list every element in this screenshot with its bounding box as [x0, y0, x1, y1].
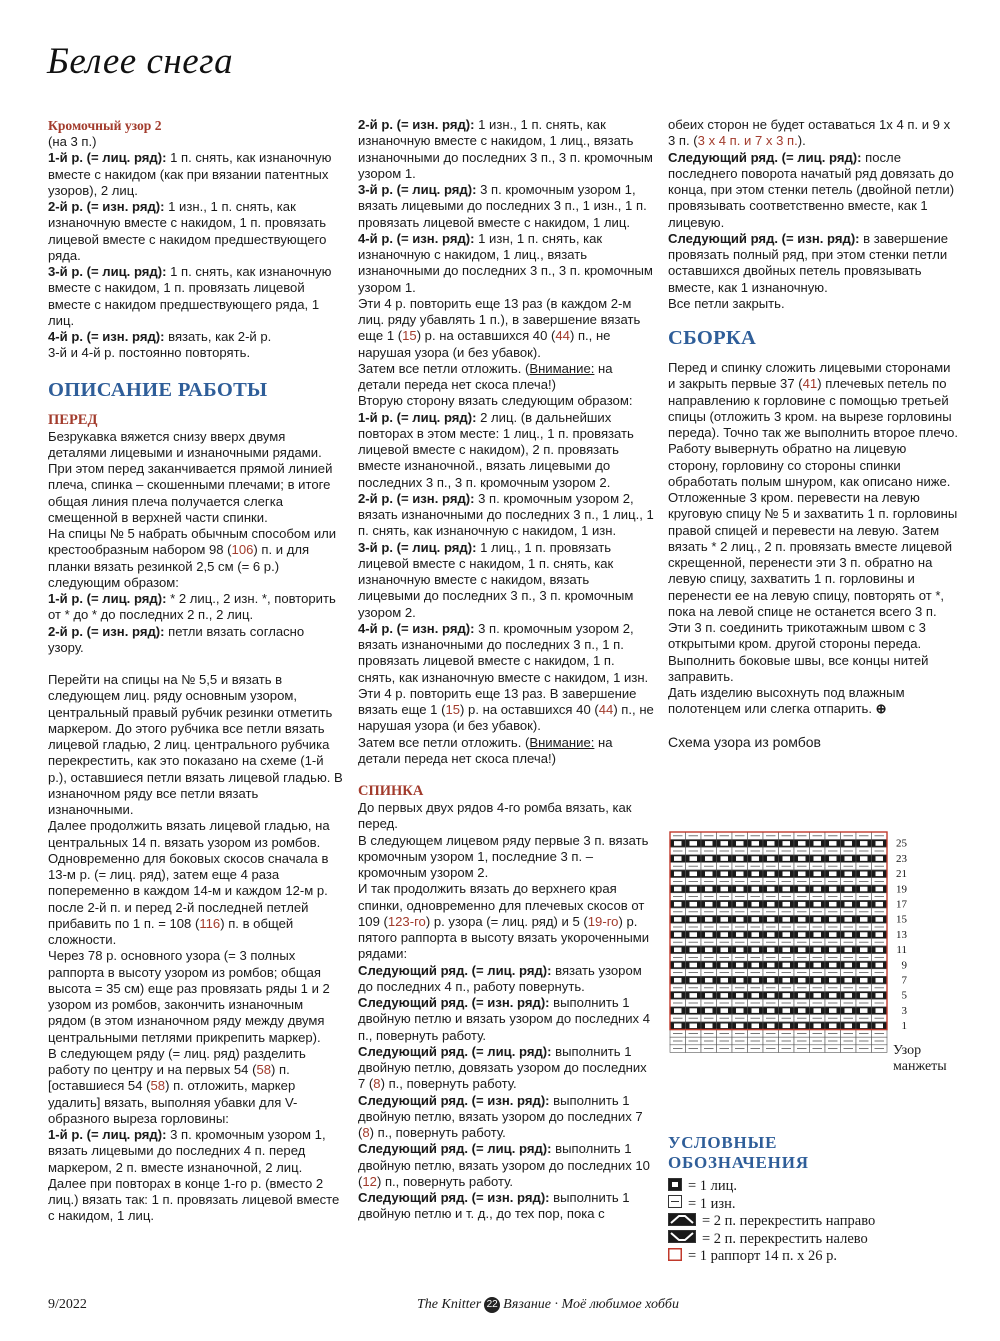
knit-mark [798, 932, 806, 937]
knit-mark [690, 856, 698, 861]
column-2 [358, 117, 654, 1223]
knit-mark [860, 932, 868, 937]
legend-title: УСЛОВНЫЕ ОБОЗНАЧЕНИЯ [668, 1133, 809, 1172]
knit-mark [690, 963, 698, 968]
second-side-row-3: 3-й р. (= лиц. ряд): 1 лиц., 1 п. провязать лицевой вместе с накидом, 1 п. снять, как изнаночную вместе с накидом, вязать лицевыми до последних 3 п., 3 п. кромочным узором 2. [358, 539, 634, 620]
knit-mark [829, 917, 837, 922]
knit-mark [783, 963, 791, 968]
row-label: 23 [896, 852, 907, 865]
row-label: 1 [901, 1020, 907, 1033]
front-paragraph-6: Через 78 р. основного узора (= 3 полных раппорта в высоту узором из ромбов; общая высота = 35 см) еще раз провязать ряды 1 и 2 узором из ромбов, закончить изнаночным рядом (в этом изнаночном ряду между двумя центральными петлями прикрепить маркер). [48, 948, 330, 1045]
knit-mark [705, 932, 713, 937]
knit-mark [705, 1008, 713, 1013]
knit-mark [674, 856, 682, 861]
knit-mark [876, 948, 884, 953]
knit-mark [845, 978, 853, 983]
knit-mark [674, 872, 682, 877]
cross-left-symbol-icon [668, 1230, 696, 1248]
knit-symbol-icon [668, 1178, 682, 1196]
assembly-paragraph-4: Эти 3 п. соединить трикотажным швом с 3 открытыми кром. другой стороны переда. Выполнить боковые швы, все концы нитей заправить. [668, 620, 929, 684]
knit-mark [767, 948, 775, 953]
short-row-2: Следующий ряд. (= изн. ряд): выполнить 1 двойную петлю и вязать узором до последних 4 п., повернуть работу. [358, 995, 650, 1043]
knit-mark [814, 1008, 822, 1013]
knit-mark [721, 932, 729, 937]
knit-mark [860, 963, 868, 968]
edge-row-3: 3-й р. (= лиц. ряд): 1 п. снять, как изнаночную вместе с накидом, 1 п. провязать лицевой вместе с накидом предшествующего ряда, 1 лиц. [48, 264, 332, 328]
knit-mark [829, 1008, 837, 1013]
back-paragraph-3: И так продолжить вязать до верхнего края спинки, одновременно для плечевых скосов от 109 (123-го) р. узора (= лиц. ряд) и 5 (19-го) р. пятого раппорта в высоту вязать укороченными рядами: [358, 881, 650, 962]
knit-mark [860, 1008, 868, 1013]
knit-mark [767, 887, 775, 892]
chart-caption: Схема узора из ромбов [668, 733, 821, 750]
second-side-intro: Вторую сторону вязать следующим образом: [358, 393, 633, 409]
knit-mark [705, 856, 713, 861]
knit-mark [674, 841, 682, 846]
knit-mark [845, 841, 853, 846]
knit-mark [705, 841, 713, 846]
edge-row-4: 4-й р. (= изн. ряд): вязать, как 2-й р. [48, 329, 272, 344]
short-row-1: Следующий ряд. (= лиц. ряд): вязать узором до последних 4 п., работу повернуть. [358, 962, 642, 994]
knit-mark [876, 856, 884, 861]
knit-mark [736, 872, 744, 877]
knit-mark [860, 902, 868, 907]
edge-row-1: 1-й р. (= лиц. ряд): 1 п. снять, как изнаночную вместе с накидом (как при вязании патентных узоров), 2 лиц. [48, 150, 332, 198]
knit-mark [845, 917, 853, 922]
knit-mark [845, 856, 853, 861]
knit-mark [752, 1008, 760, 1013]
knit-mark [783, 841, 791, 846]
neck-row-4: 4-й р. (= изн. ряд): 1 изн, 1 п. снять, как изнаночную с накидом, 1 лиц., вязать изнаночными до последних 3 п., 3 п. кромочным узором 1. [358, 230, 653, 295]
work-description-heading: ОПИСАНИЕ РАБОТЫ [48, 378, 268, 401]
knit-mark [860, 993, 868, 998]
knit-mark [814, 917, 822, 922]
knit-mark [876, 932, 884, 937]
knit-mark [690, 993, 698, 998]
knit-mark [736, 948, 744, 953]
close-all: Все петли закрыть. [668, 295, 785, 311]
knit-mark [721, 948, 729, 953]
knit-mark [674, 978, 682, 983]
short-row-3: Следующий ряд. (= лиц. ряд): выполнить 1 двойную петлю, довязать узором до последних 7 (8) п., повернуть работу. [358, 1043, 647, 1092]
knit-mark [736, 932, 744, 937]
knit-mark [876, 963, 884, 968]
knit-mark [783, 948, 791, 953]
knit-mark [767, 1008, 775, 1013]
knit-mark [798, 993, 806, 998]
knit-mark [783, 993, 791, 998]
knit-mark [674, 902, 682, 907]
knit-mark [721, 963, 729, 968]
knit-mark [752, 856, 760, 861]
back-heading: СПИНКА [358, 783, 424, 799]
knit-mark [783, 872, 791, 877]
knit-mark [814, 902, 822, 907]
knit-mark [736, 993, 744, 998]
rib-row-1: 1-й р. (= лиц. ряд): * 2 лиц., 2 изн. *, повторить от * до * до последних 2 п., 2 лиц. [48, 591, 336, 623]
knit-mark [860, 856, 868, 861]
legend-item [668, 1196, 875, 1213]
knit-mark [767, 902, 775, 907]
knit-mark [674, 1024, 682, 1029]
row-label: 21 [896, 868, 907, 881]
front-paragraph-3: Перейти на спицы на № 5,5 и вязать в следующем лиц. ряду основным узором, центральный правый рубчик резинки отметить маркером. До этого рубчика все петли вязать лицевой гладью, 2 лиц. центрального рубчика перекрестить, как это показано на схеме (1-й р.), оставшиеся петли вязать лицевой гладью. В изнаночном ряду все петли вязать изнаночными. [48, 672, 343, 817]
knit-mark [814, 856, 822, 861]
front-paragraph-7: В следующем ряду (= лиц. ряд) разделить работу по центру и на первых 54 (58) п. [оставшиеся 54 (58) п. отложить, маркер удалить] вязать, выполняя убавки для V-образного выреза горловины: [48, 1045, 306, 1126]
knit-mark [705, 993, 713, 998]
short-row-continuation: обеих сторон не будет оставаться 1x 4 п. и 9 x 3 п. (3 x 4 п. и 7 x 3 п.). [668, 117, 951, 149]
legend-item-label: = 2 п. перекрестить налево [702, 1230, 868, 1247]
diamond-pattern-chart [668, 830, 907, 1080]
edge-row-2: 2-й р. (= изн. ряд): 1 изн., 1 п. снять, как изнаночную вместе с накидом, 1 п. провязать лицевой вместе с накидом предшествующего ряда. [48, 199, 327, 263]
knit-mark [860, 841, 868, 846]
knit-mark [829, 948, 837, 953]
knit-mark [814, 978, 822, 983]
legend-item-label: = 1 раппорт 14 п. x 26 р. [688, 1248, 837, 1264]
knit-mark [814, 993, 822, 998]
page-title: Белее снега [47, 41, 234, 82]
knit-mark [798, 841, 806, 846]
knit-mark [736, 887, 744, 892]
front-heading: ПЕРЕД [48, 411, 98, 428]
assembly-paragraph-3: Отложенные 3 кром. перевести на левую круговую спицу № 5 и захватить 1 п. горловины правой спицей и перевести на левую. Затем вязать * 2 лиц., 2 п. провязать вместе лицевой скрещенной, перенести эти 3 п. обратно на левую спицу, захватить 1 п. горловины и перенести ее на левую спицу, повторять от *, пока на левой спице не останется всего 3 п. [668, 490, 958, 619]
knit-mark [736, 856, 744, 861]
knit-mark [798, 1008, 806, 1013]
knit-mark [829, 841, 837, 846]
knit-mark [829, 1024, 837, 1029]
purl-symbol-icon [668, 1195, 682, 1213]
edge-count: (на 3 п.) [48, 134, 97, 149]
knit-mark [829, 856, 837, 861]
knit-mark [690, 902, 698, 907]
knit-mark [690, 948, 698, 953]
knit-mark [705, 902, 713, 907]
knit-mark [767, 917, 775, 922]
knit-mark [814, 963, 822, 968]
knit-mark [798, 963, 806, 968]
row-label: 19 [896, 883, 907, 896]
legend-item-label: = 1 изн. [688, 1195, 736, 1212]
column-3 [668, 117, 960, 750]
legend-item [668, 1248, 875, 1265]
hold-note-2: Затем все петли отложить. (Внимание: на детали переда нет скоса плеча!) [358, 734, 613, 766]
second-side-row-1: 1-й р. (= лиц. ряд): 2 лиц. (в дальнейших повторах в этом месте: 1 лиц., 1 п. провязать лицевой вместе с накидом), 2 п. провязать вместе изнаночной., вязать лицевыми до последних 3 п., 3 п. кромочным узором 2. [358, 409, 634, 490]
knit-mark [798, 948, 806, 953]
knit-mark [767, 993, 775, 998]
knit-mark [860, 948, 868, 953]
assembly-paragraph-5: Дать изделию высохнуть под влажным полотенцем или слегка отпарить. ⊕ [668, 685, 905, 717]
knit-mark [736, 841, 744, 846]
knit-mark [721, 902, 729, 907]
front-paragraph-5: Одновременно для боковых скосов сначала в 13-м р. (= лиц. ряд), затем еще 4 раза попеременно в каждом 14-м и каждом 12-м р. после 2-й п. и перед 2-й последней петлей прибавить по 1 п. = 108 (116) п. в общей сложности. [48, 850, 329, 947]
knit-mark [845, 1008, 853, 1013]
rib-row-2: 2-й р. (= изн. ряд): петли вязать согласно узору. [48, 623, 305, 655]
repeat-symbol-icon [668, 1248, 682, 1266]
neck-row-3: 3-й р. (= лиц. ряд): 3 п. кромочным узором 1, вязать лицевыми до последних 3 п., 1 изн., 1 п. провязать лицевой вместе с накидом, 1 лиц. [358, 182, 647, 230]
knit-mark [845, 1024, 853, 1029]
knit-mark [798, 856, 806, 861]
knit-mark [767, 978, 775, 983]
knit-mark [860, 872, 868, 877]
knit-mark [767, 856, 775, 861]
neck-row-2: 2-й р. (= изн. ряд): 1 изн., 1 п. снять, как изнаночную вместе с накидом, 1 лиц., вязать изнаночными до последних 3 п., 3 п. кромочным узором 1. [358, 117, 653, 181]
row-label: 7 [901, 974, 907, 987]
knit-mark [690, 1008, 698, 1013]
row-label: 5 [901, 989, 907, 1002]
knit-mark [783, 887, 791, 892]
knit-mark [752, 917, 760, 922]
knit-mark [721, 872, 729, 877]
knit-mark [736, 902, 744, 907]
next-row-2: Следующий ряд. (= изн. ряд): в завершение провязать полный ряд, при этом стенки петли оставшихся двойных петель провязывать вместе, как 1 изнаночную. [668, 230, 949, 295]
knit-mark [814, 948, 822, 953]
knit-mark [690, 932, 698, 937]
knit-mark [752, 932, 760, 937]
legend-item-label: = 2 п. перекрестить направо [702, 1213, 876, 1229]
front-paragraph-4: Далее продолжить вязать лицевой гладью, на центральных 14 п. вязать узором из ромбов. [48, 818, 330, 850]
knit-mark [674, 993, 682, 998]
knit-mark [783, 978, 791, 983]
knit-mark [783, 917, 791, 922]
knit-mark [845, 932, 853, 937]
knit-mark [767, 841, 775, 846]
knit-mark [829, 932, 837, 937]
row-label: 11 [896, 944, 907, 957]
row-label: 3 [901, 1004, 907, 1017]
knit-mark [674, 1008, 682, 1013]
knit-mark [721, 993, 729, 998]
knit-mark [845, 993, 853, 998]
assembly-heading: СБОРКА [668, 327, 757, 349]
repeat-note-2: Эти 4 р. повторить еще 13 раз. В завершение вязать еще 1 (15) р. на оставшихся 40 (44) п., не нарушая узора (и без убавок). [358, 685, 654, 734]
legend-item-label: = 1 лиц. [688, 1178, 738, 1194]
knit-mark [845, 963, 853, 968]
knit-mark [752, 887, 760, 892]
knit-mark [845, 887, 853, 892]
knit-mark [860, 887, 868, 892]
knit-mark [814, 1024, 822, 1029]
legend-item [668, 1231, 875, 1248]
knit-mark [752, 978, 760, 983]
end-mark-icon: ⊕ [875, 701, 887, 717]
knit-mark [705, 917, 713, 922]
knit-mark [690, 917, 698, 922]
knit-mark [752, 948, 760, 953]
knit-mark [798, 1024, 806, 1029]
magazine-name: The Knitter [417, 1297, 482, 1312]
knit-mark [860, 978, 868, 983]
knit-mark [783, 856, 791, 861]
knit-mark [814, 932, 822, 937]
legend-item [668, 1178, 875, 1195]
edge-repeat: 3-й и 4-й р. постоянно повторять. [48, 345, 251, 361]
knit-mark [783, 932, 791, 937]
magazine-tagline: Вязание · Моё любимое хобби [503, 1297, 679, 1312]
knit-mark [860, 917, 868, 922]
cross-right-symbol-icon [668, 1213, 696, 1231]
legend-item [668, 1213, 875, 1230]
row-label: 9 [901, 959, 907, 972]
knit-mark [767, 963, 775, 968]
knit-mark [876, 993, 884, 998]
knit-mark [690, 978, 698, 983]
repeat-note-1: Эти 4 р. повторить еще 13 раз (в каждом 2-м лиц. ряду убавлять 1 п.), в завершение вязать еще 1 (15) р. на оставшихся 40 (44) п., не нарушая узора (и без убавок). [358, 295, 641, 360]
issue-number: 9/2022 [48, 1297, 87, 1312]
knit-mark [705, 887, 713, 892]
knit-mark [783, 1008, 791, 1013]
knit-mark [705, 872, 713, 877]
next-row-1: Следующий ряд. (= лиц. ряд): после последнего поворота начатый ряд довязать до конца, при этом стенки петель (двойной петли) провязывать соответственно вместе, как 1 лицевую. [668, 149, 955, 230]
back-paragraph-1: До первых двух рядов 4-го ромба вязать, как перед. [358, 800, 632, 832]
knit-mark [690, 1024, 698, 1029]
neck-row-1: 1-й р. (= лиц. ряд): 3 п. кромочным узором 1, вязать лицевыми до последних 4 п. перед маркером, 2 п. вместе изнаночной, 2 лиц. [48, 1127, 326, 1175]
knit-mark [705, 978, 713, 983]
knit-mark [752, 1024, 760, 1029]
knit-mark [829, 963, 837, 968]
assembly-paragraph-1: Перед и спинку сложить лицевыми сторонами и закрыть первые 37 (41) плечевых петель по направлению к горловине с помощью третьей спицы (отложить 3 кром. на вырезе горловины переда). Точно так же выполнить второе плечо. [668, 360, 959, 440]
knit-mark [690, 887, 698, 892]
knit-mark [767, 872, 775, 877]
knit-mark [721, 856, 729, 861]
knit-mark [829, 887, 837, 892]
knit-mark [798, 872, 806, 877]
knit-mark [736, 978, 744, 983]
knit-mark [705, 1024, 713, 1029]
knit-mark [829, 872, 837, 877]
knit-mark [814, 841, 822, 846]
knit-mark [721, 1024, 729, 1029]
cuff-label: Узор манжеты [893, 1043, 947, 1074]
knit-mark [721, 841, 729, 846]
knit-mark [674, 948, 682, 953]
knit-mark [752, 872, 760, 877]
knit-mark [829, 993, 837, 998]
column-1 [48, 117, 343, 1225]
front-paragraph-1: Безрукавка вяжется снизу вверх двумя деталями лицевыми и изнаночными рядами. При этом перед заканчивается прямой линией плеча, спинка – скошенными плечами; в итоге общая линия плеча получается слегка смещенной в верхней части спинки. [48, 428, 333, 525]
hold-note-1: Затем все петли отложить. (Внимание: на детали переда нет скоса плеча!) [358, 360, 613, 392]
knit-mark [674, 917, 682, 922]
knit-mark [845, 948, 853, 953]
knit-mark [876, 978, 884, 983]
knit-mark [690, 841, 698, 846]
short-row-4: Следующий ряд. (= изн. ряд): выполнить 1 двойную петлю, вязать узором до последних 7 (8) п., повернуть работу. [358, 1092, 643, 1140]
knit-mark [876, 917, 884, 922]
knit-mark [752, 841, 760, 846]
knit-mark [845, 902, 853, 907]
knit-mark [752, 902, 760, 907]
knit-mark [721, 917, 729, 922]
assembly-paragraph-2: Работу вывернуть обратно на лицевую сторону, горловину со стороны спинки обработать полым шнуром, как описано ниже. [668, 441, 951, 489]
knit-mark [674, 963, 682, 968]
knit-mark [876, 902, 884, 907]
knit-mark [876, 841, 884, 846]
second-side-row-4: 4-й р. (= изн. ряд): 3 п. кромочным узором 2, вязать изнаночными до последних 3 п., 1 п. провязать лицевой вместе с накидом, 1 п. снять, как изнаночную вместе с накидом, 1 изн. [358, 620, 649, 685]
knit-mark [876, 872, 884, 877]
knit-mark [860, 1024, 868, 1029]
knit-mark [752, 963, 760, 968]
knit-mark [845, 872, 853, 877]
knit-mark [674, 887, 682, 892]
knit-mark [798, 902, 806, 907]
knit-mark [721, 978, 729, 983]
knit-mark [752, 993, 760, 998]
knit-mark [736, 1008, 744, 1013]
knit-mark [798, 978, 806, 983]
neck-row-1-more: Далее при повторах в конце 1-го р. (вместо 2 лиц.) вязать так: 1 п. провязать лицевой вместе с накидом, 1 лиц. [48, 1175, 340, 1224]
row-label: 17 [896, 898, 907, 911]
back-paragraph-2: В следующем лицевом ряду первые 3 п. вязать кромочным узором 1, последние 3 п. – кромочным узором 2. [358, 832, 649, 880]
knit-mark [674, 932, 682, 937]
row-label: 13 [896, 928, 907, 941]
page-number: 22 [484, 1297, 500, 1313]
knit-mark [736, 1024, 744, 1029]
knit-mark [814, 887, 822, 892]
knit-mark [783, 902, 791, 907]
footer-magazine [417, 1297, 679, 1313]
knit-mark [783, 1024, 791, 1029]
knit-mark [690, 872, 698, 877]
knit-mark [876, 1024, 884, 1029]
knit-mark [767, 1024, 775, 1029]
knit-mark [705, 948, 713, 953]
short-row-5: Следующий ряд. (= лиц. ряд): выполнить 1 двойную петлю, вязать узором до последних 10 (12) п., повернуть работу. [358, 1141, 650, 1189]
knit-mark [736, 917, 744, 922]
knit-mark [876, 1008, 884, 1013]
knit-mark [798, 887, 806, 892]
knit-mark [876, 887, 884, 892]
knit-mark [705, 963, 713, 968]
legend [668, 1178, 875, 1266]
knit-mark [767, 932, 775, 937]
knit-mark [814, 872, 822, 877]
edge-pattern-title: Кромочный узор 2 [48, 118, 162, 133]
short-row-6: Следующий ряд. (= изн. ряд): выполнить 1 двойную петлю и т. д., до тех пор, пока с [358, 1190, 630, 1222]
front-paragraph-2: На спицы № 5 набрать обычным способом или крестообразным набором 98 (106) п. и для планки вязать резинкой 2,5 см (= 6 р.) следующим образом: [48, 526, 337, 590]
knit-mark [736, 963, 744, 968]
row-label: 25 [896, 837, 907, 850]
knit-mark [829, 902, 837, 907]
row-label: 15 [896, 913, 907, 926]
second-side-row-2: 2-й р. (= изн. ряд): 3 п. кромочным узором 2, вязать изнаночными до последних 3 п., 1 лиц., 1 п. снять, как изнаночную с накидом, 1 изн. [358, 490, 654, 539]
knit-mark [721, 1008, 729, 1013]
knit-mark [721, 887, 729, 892]
knit-mark [798, 917, 806, 922]
knit-mark [829, 978, 837, 983]
